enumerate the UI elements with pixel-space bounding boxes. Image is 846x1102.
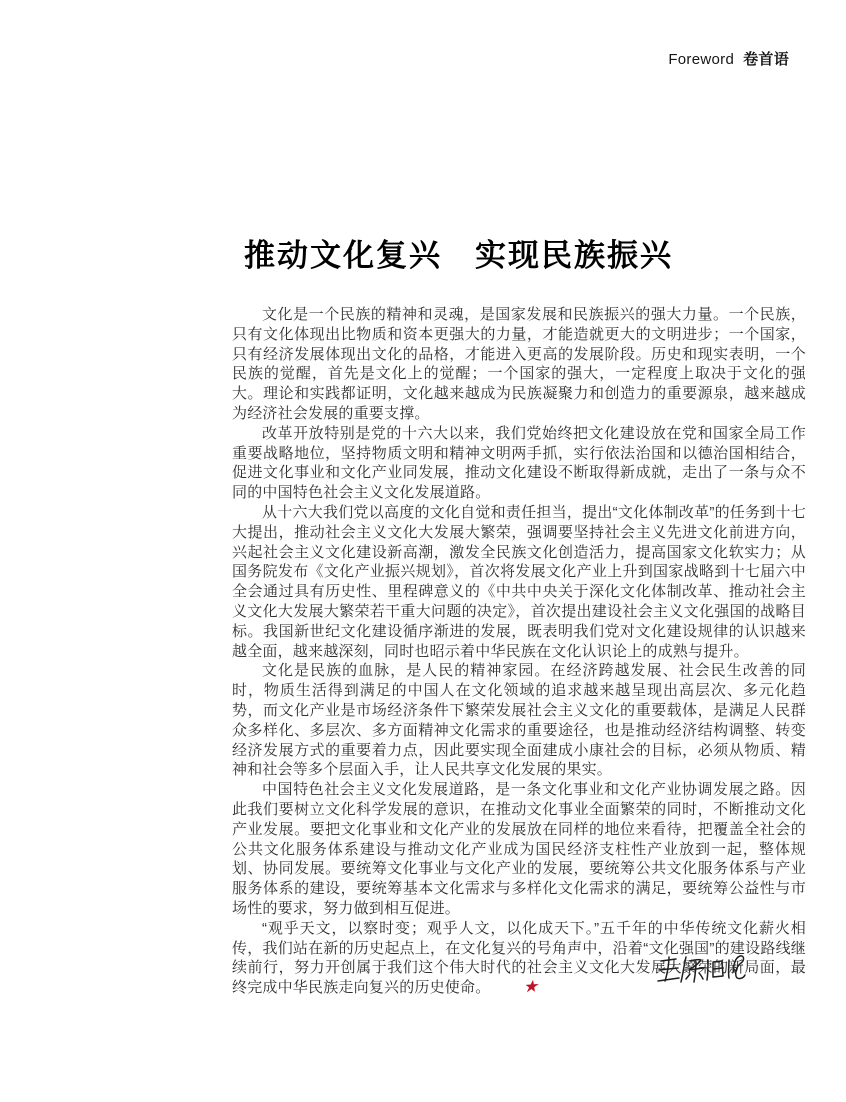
paragraph [232,424,806,503]
paragraph-text: “观乎天文，以察时变；观乎人文，以化成天下。”五千年的中华传统文化薪火相传，我们站在新的历史起点上，在文化复兴的号角声中，沿着“文化强国”的建设路线继续前行，努力开创属于我们这个伟大时代的社会主义文化大发展大繁荣的新局面，最终完成中华民族走向复兴的历史使命。 [232,919,806,997]
paragraph-text: 从十六大我们党以高度的文化自觉和责任担当，提出“文化体制改革”的任务到十七大提出，推动社会主义文化大发展大繁荣，强调要坚持社会主义先进文化前进方向，兴起社会主义文化建设新高潮，激发全民族文化创造活力，提高国家文化软实力；从国务院发布《文化产业振兴规划》，首次将发展文化产业上升到国家战略到十七届六中全会通过具有历史性、里程碑意义的《中共中央关于深化文化体制改革、推动社会主义文化大发展大繁荣若干重大问题的决定》，首次提出建设社会主义文化强国的战略目标。我国新世纪文化建设循序渐进的发展，既表明我们党对文化建设规律的认识越来越全面，越来越深刻，同时也昭示着中华民族在文化认识论上的成熟与提升。 [232,503,806,660]
article-body [232,305,806,998]
paragraph-text: 文化是民族的血脉，是人民的精神家园。在经济跨越发展、社会民生改善的同时，物质生活得到满足的中国人在文化领域的追求越来越呈现出高层次、多元化趋势，而文化产业是市场经济条件下繁荣发展社会主义文化的重要载体，是满足人民群众多样化、多层次、多方面精神文化需求的重要途径，也是推动经济结构调整、转变经济发展方式的重要着力点，因此要实现全面建成小康社会的目标，必须从物质、精神和社会等多个层面入手，让人民共享文化发展的果实。 [232,662,806,779]
corner-label-english: Foreword [668,51,735,68]
paragraph [232,661,806,780]
article [232,230,806,998]
author-signature [655,948,760,1000]
paragraph [232,305,806,424]
paragraph-text: 改革开放特别是党的十六大以来，我们党始终把文化建设放在党和国家全局工作重要战略地位，坚持物质文明和精神文明两手抓，实行依法治国和以德治国相结合，促进文化事业和文化产业同发展，推动文化建设不断取得新成就，走出了一条与众不同的中国特色社会主义文化发展道路。 [232,424,806,502]
article-title: 推动文化复兴 实现民族振兴 [244,238,673,273]
signature-strokes [655,948,760,1000]
paragraph [232,503,806,661]
page-corner-label [668,48,789,69]
paragraph [232,780,806,919]
paragraph-text: 中国特色社会主义文化发展道路，是一条文化事业和文化产业协调发展之路。因此我们要树立文化科学发展的意识，在推动文化事业全面繁荣的同时，不断推动文化产业发展。要把文化事业和文化产业的发展放在同样的地位来看待，把覆盖全社会的公共文化服务体系建设与推动文化产业成为国民经济支柱性产业放到一起，整体规划、协同发展。要统筹文化事业与文化产业的发展，要统筹公共文化服务体系与产业服务体系的建设，要统筹基本文化需求与多样化文化需求的满足，要统筹公益性与市场性的要求，努力做到相互促进。 [232,781,806,917]
end-star-icon: ★ [522,976,542,997]
corner-label-chinese: 卷首语 [743,51,789,68]
paragraph-text: 文化是一个民族的精神和灵魂，是国家发展和民族振兴的强大力量。一个民族，只有文化体现出比物质和资本更强大的力量，才能造就更大的文明进步；一个国家，只有经济发展体现出文化的品格，才能进入更高的发展阶段。历史和现实表明，一个民族的觉醒，首先是文化上的觉醒；一个国家的强大，一定程度上取决于文化的强大。理论和实践都证明，文化越来越成为民族凝聚力和创造力的重要源泉，越来越成为经济社会发展的重要支撑。 [232,306,806,422]
